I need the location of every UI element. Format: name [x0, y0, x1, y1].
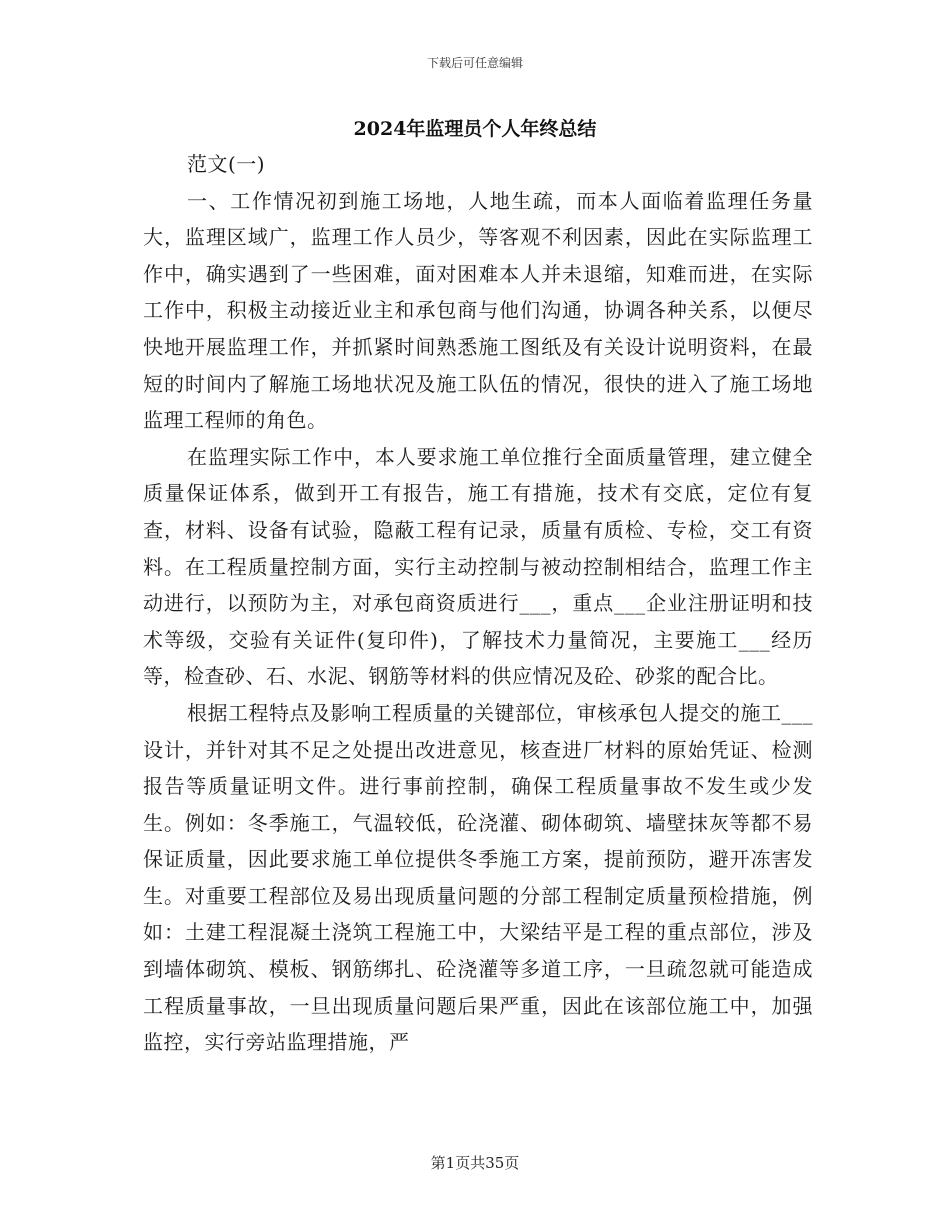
paragraph-heading: 范文(一): [187, 152, 266, 176]
page-footer: 第1页共35页: [430, 1154, 520, 1172]
paragraph: 根据工程特点及影响工程质量的关键部位，审核承包人提交的施工___设计，并针对其不足之处提出改进意见，核查进厂材料的原始凭证、检测报告等质量证明文件。进行事前控制，确保工程质量事故不发生或少发生。例如：冬季施工，气温较低，砼浇灌、砌体砌筑、墙壁抹灰等都不易保证质量，因此要求施工单位提供冬季施工方案，提前预防，避开冻害发生。对重要工程部位及易出现质量问题的分部工程制定质量预检措施，例如：土建工程混凝土浇筑工程施工中，大梁结平是工程的重点部位，涉及到墙体砌筑、模板、钢筋绑扎、砼浇灌等多道工序，一旦疏忽就可能造成工程质量事故，一旦出现质量问题后果严重，因此在该部位施工中，加强监控，实行旁站监理措施，严: [143, 700, 813, 1055]
document-body: [143, 146, 813, 1061]
header-note: 下载后可任意编辑: [426, 56, 523, 70]
paragraph: 在监理实际工作中，本人要求施工单位推行全面质量管理，建立健全质量保证体系，做到开工有报告，施工有措施，技术有交底，定位有复查，材料、设备有试验，隐蔽工程有记录，质量有质检、专检，交工有资料。在工程质量控制方面，实行主动控制与被动控制相结合，监理工作主动进行，以预防为主，对承包商资质进行___，重点___企业注册证明和技术等级，交验有关证件(复印件)，了解技术力量简况，主要施工___经历等，检查砂、石、水泥、钢筋等材料的供应情况及砼、砂浆的配合比。: [143, 444, 813, 689]
paragraph: 一、工作情况初到施工场地，人地生疏，而本人面临着监理任务量大，监理区域广，监理工作人员少，等客观不利因素，因此在实际监理工作中，确实遇到了一些困难，面对困难本人并未退缩，知难而进，在实际工作中，积极主动接近业主和承包商与他们沟通，协调各种关系，以便尽快地开展监理工作，并抓紧时间熟悉施工图纸及有关设计说明资料，在最短的时间内了解施工场地状况及施工队伍的情况，很快的进入了施工场地监理工程师的角色。: [143, 188, 813, 433]
document-title: 2024年监理员个人年终总结: [353, 118, 597, 140]
